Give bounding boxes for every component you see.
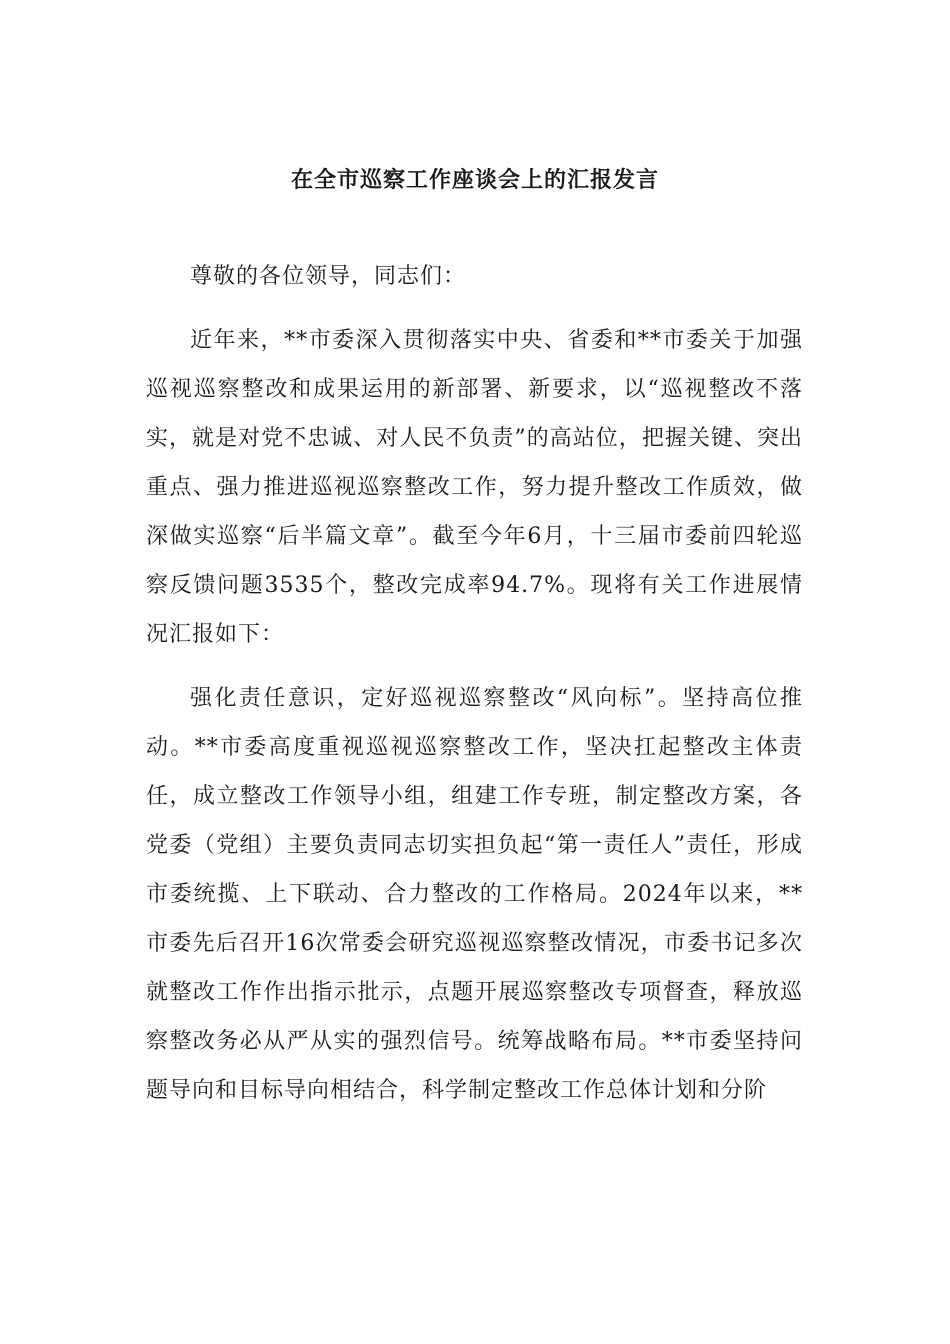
salutation-paragraph: 尊敬的各位领导，同志们：	[190, 264, 467, 289]
document-body	[146, 252, 803, 1130]
document-title: 在全市巡察工作座谈会上的汇报发言	[290, 167, 659, 193]
responsibility-paragraph: 强化责任意识，定好巡视巡察整改“风向标”。坚持高位推动。**市委高度重视巡视巡察整改工作，坚决扛起整改主体责任，成立整改工作领导小组，组建工作专班，制定整改方案，各党委（党组）主要负责同志切实担负起“第一责任人”责任，形成市委统揽、上下联动、合力整改的工作格局。2024年以来，**市委先后召开16次常委会研究巡视巡察整改情况，市委书记多次就整改工作作出指示批示，点题开展巡察整改专项督查，释放巡察整改务必从严从实的强烈信号。统筹战略布局。**市委坚持问题导向和目标导向相结合，科学制定整改工作总体计划和分阶	[146, 686, 803, 1103]
intro-paragraph: 近年来，**市委深入贯彻落实中央、省委和**市委关于加强巡视巡察整改和成果运用的新部署、新要求，以“巡视整改不落实，就是对党不忠诚、对人民不负责”的高站位，把握关键、突出重点、强力推进巡视巡察整改工作，努力提升整改工作质效，做深做实巡察“后半篇文章”。截至今年6月，十三届市委前四轮巡察反馈问题3535个，整改完成率94.7%。现将有关工作进展情况汇报如下：	[146, 328, 803, 647]
